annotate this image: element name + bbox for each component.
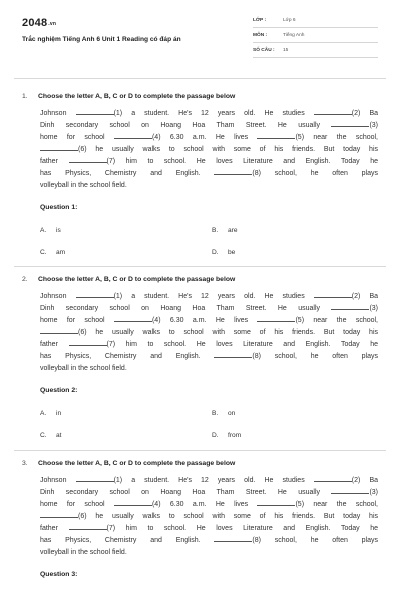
meta-count [253, 46, 378, 58]
option-letter: C. [40, 432, 47, 439]
divider [14, 266, 386, 267]
answer-option[interactable] [212, 227, 238, 234]
option-letter: B. [212, 227, 219, 234]
question-instruction: Choose the letter A, B, C or D to complete the passage below [38, 276, 236, 283]
passage-text: (8) school, he often plays [252, 537, 378, 544]
passage-line [40, 327, 378, 339]
meta-class-value: Lớp 6 [283, 18, 296, 23]
answer-blank [331, 303, 369, 310]
answer-blank [257, 315, 295, 322]
passage-text: has Physics, Chemistry and English. [40, 170, 215, 177]
option-letter: D. [212, 249, 219, 256]
passage-text: home for school [40, 501, 114, 508]
page-header [0, 0, 400, 70]
passage-line [40, 363, 378, 375]
passage-text: (3) [369, 305, 378, 312]
passage [40, 475, 378, 559]
answer-blank [40, 144, 78, 151]
answer-blank [314, 108, 352, 115]
passage-line [40, 339, 378, 351]
divider [14, 450, 386, 451]
sub-question-label: Question 3: [40, 571, 78, 578]
answer-blank [40, 327, 78, 334]
passage-line [40, 475, 378, 487]
meta-count-value: 15 [283, 48, 289, 53]
option-text: from [228, 432, 242, 439]
passage-text: (3) [369, 122, 378, 129]
passage-line [40, 132, 378, 144]
meta-class-label: LỚP : [253, 18, 267, 23]
answer-blank [69, 523, 107, 530]
answer-blank [114, 315, 152, 322]
passage-text: Dinh secondary school on Hoang Hoa Tham Street. He usually [40, 489, 332, 496]
passage-text: (7) him to school. He loves Literature and English. Today he [106, 525, 378, 532]
option-letter: A. [40, 227, 47, 234]
answer-blank [214, 535, 252, 542]
passage-text: volleyball in the school field. [40, 549, 127, 556]
passage-text: father [40, 525, 69, 532]
passage-text: home for school [40, 317, 114, 324]
passage-text: has Physics, Chemistry and English. [40, 537, 215, 544]
passage-text: (2) Ba [351, 477, 378, 484]
passage-text: Dinh secondary school on Hoang Hoa Tham Street. He usually [40, 122, 332, 129]
passage-text: (5) near the school, [295, 317, 378, 324]
passage-text: father [40, 341, 69, 348]
passage-text: Dinh secondary school on Hoang Hoa Tham Street. He usually [40, 305, 332, 312]
passage-text: volleyball in the school field. [40, 182, 127, 189]
site-logo[interactable] [22, 17, 56, 29]
option-letter: C. [40, 249, 47, 256]
answer-blank [114, 132, 152, 139]
answer-blank [257, 132, 295, 139]
answer-blank [214, 351, 252, 358]
passage-text: Johnson [40, 477, 76, 484]
option-letter: A. [40, 410, 47, 417]
answer-blank [76, 108, 114, 115]
passage-text: home for school [40, 134, 114, 141]
option-text: are [228, 227, 238, 234]
answer-option[interactable] [40, 410, 61, 417]
passage-text: (8) school, he often plays [252, 353, 378, 360]
passage-text: father [40, 158, 69, 165]
meta-subject-label: MÔN : [253, 33, 268, 38]
passage-text: (2) Ba [351, 110, 378, 117]
passage-text: (1) a student. He's 12 years old. He studies [113, 110, 314, 117]
answer-option[interactable] [40, 227, 61, 234]
passage-text: (7) him to school. He loves Literature and English. Today he [106, 158, 378, 165]
answer-blank [214, 168, 252, 175]
sub-question-label: Question 1: [40, 204, 78, 211]
passage-text: (5) near the school, [295, 134, 378, 141]
option-text: is [56, 227, 61, 234]
meta-count-label: SỐ CÂU : [253, 48, 275, 53]
option-letter: D. [212, 432, 219, 439]
passage-line [40, 351, 378, 363]
answer-blank [257, 499, 295, 506]
passage-text: (8) school, he often plays [252, 170, 378, 177]
passage-line [40, 315, 378, 327]
passage-line [40, 303, 378, 315]
passage-text: (4) 6.30 a.m. He lives [151, 317, 258, 324]
passage-text: (7) him to school. He loves Literature and English. Today he [106, 341, 378, 348]
passage-line [40, 487, 378, 499]
passage-line [40, 523, 378, 535]
option-text: be [228, 249, 236, 256]
passage-line [40, 535, 378, 547]
question-instruction: Choose the letter A, B, C or D to complete the passage below [38, 93, 236, 100]
passage-text: (1) a student. He's 12 years old. He studies [113, 293, 314, 300]
passage-line [40, 511, 378, 523]
passage-line [40, 108, 378, 120]
meta-subject-value: Tiếng Anh [283, 33, 305, 38]
passage [40, 108, 378, 192]
answer-option[interactable] [40, 249, 65, 256]
passage-text: (6) he usually walks to school with some of his friends. But today his [78, 329, 378, 336]
passage-line [40, 291, 378, 303]
option-letter: B. [212, 410, 219, 417]
answer-blank [76, 291, 114, 298]
question-number: 1. [22, 93, 28, 100]
passage-text: (6) he usually walks to school with some of his friends. But today his [78, 513, 378, 520]
logo-suffix: .vn [48, 21, 57, 27]
logo-text: 2048 [22, 17, 48, 29]
answer-option[interactable] [212, 249, 235, 256]
meta-subject [253, 31, 378, 43]
option-text: on [228, 410, 236, 417]
passage-line [40, 547, 378, 559]
question-number: 2. [22, 276, 28, 283]
passage-text: (1) a student. He's 12 years old. He studies [113, 477, 314, 484]
option-text: in [56, 410, 62, 417]
passage-line [40, 499, 378, 511]
passage-text: (5) near the school, [295, 501, 378, 508]
answer-blank [69, 156, 107, 163]
answer-blank [40, 511, 78, 518]
passage-text: Johnson [40, 293, 76, 300]
passage-text: Johnson [40, 110, 76, 117]
answer-blank [76, 475, 114, 482]
answer-option[interactable] [212, 432, 241, 439]
passage-line [40, 156, 378, 168]
answer-option[interactable] [212, 410, 235, 417]
passage-text: (2) Ba [351, 293, 378, 300]
passage-text: (3) [369, 489, 378, 496]
passage-text: (4) 6.30 a.m. He lives [151, 501, 258, 508]
passage-text: volleyball in the school field. [40, 365, 127, 372]
passage-line [40, 144, 378, 156]
sub-question-label: Question 2: [40, 387, 78, 394]
question-instruction: Choose the letter A, B, C or D to complete the passage below [38, 460, 236, 467]
answer-blank [331, 120, 369, 127]
answer-blank [314, 291, 352, 298]
passage-text: has Physics, Chemistry and English. [40, 353, 215, 360]
passage-text: (4) 6.30 a.m. He lives [151, 134, 258, 141]
meta-class [253, 16, 378, 28]
answer-option[interactable] [40, 432, 62, 439]
passage-line [40, 120, 378, 132]
document-title: Trắc nghiệm Tiếng Anh 6 Unit 1 Reading có đáp án [22, 36, 181, 43]
answer-blank [114, 499, 152, 506]
answer-blank [314, 475, 352, 482]
passage [40, 291, 378, 375]
option-text: at [56, 432, 62, 439]
question-number: 3. [22, 460, 28, 467]
passage-line [40, 180, 378, 192]
passage-text: (6) he usually walks to school with some of his friends. But today his [78, 146, 378, 153]
answer-blank [69, 339, 107, 346]
passage-line [40, 168, 378, 180]
option-text: am [56, 249, 66, 256]
answer-blank [331, 487, 369, 494]
divider [14, 78, 386, 79]
